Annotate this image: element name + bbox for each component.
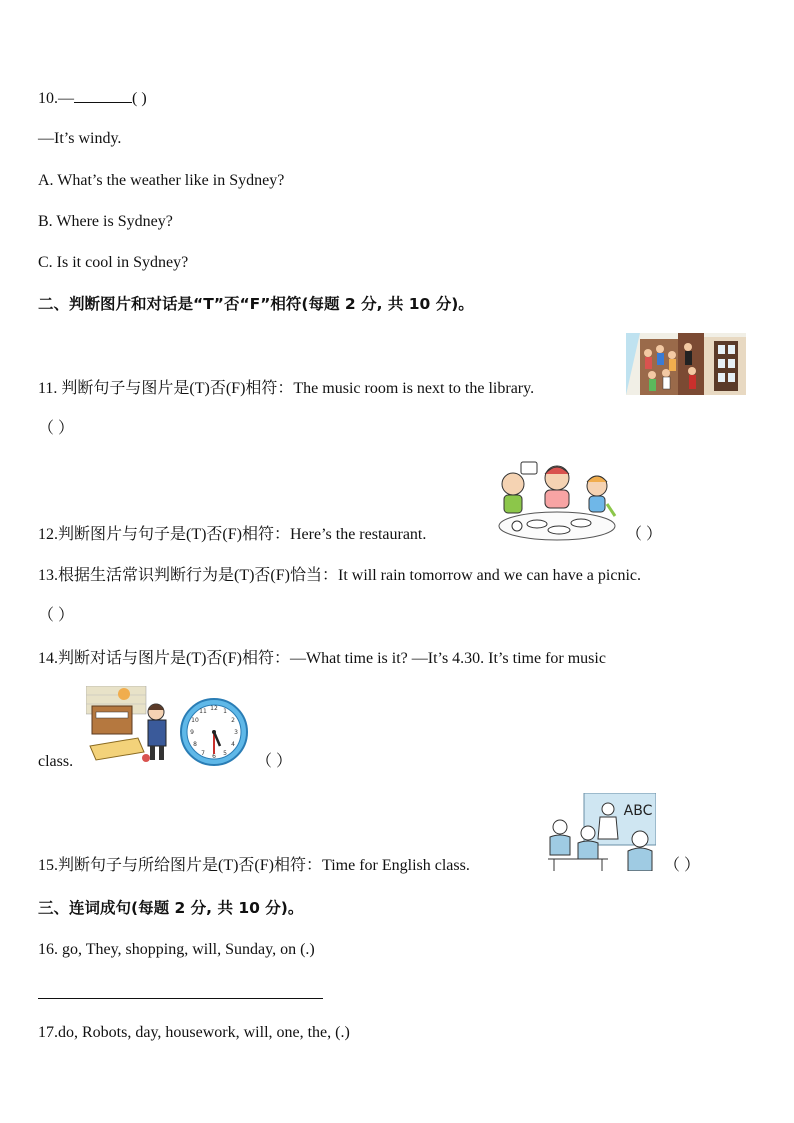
svg-text:6: 6	[212, 753, 216, 760]
q14-music-class-picture	[86, 686, 178, 766]
q15-text: 15.判断句子与所给图片是(T)否(F)相符：Time for English class.	[38, 857, 470, 874]
q17-text: 17.do, Robots, day, housework, will, one, the, (.)	[38, 1024, 350, 1041]
svg-text:7: 7	[201, 750, 205, 757]
q10-option-b: B. Where is Sydney?	[38, 213, 173, 230]
section2-title: 二、判断图片和对话是“T”否“F”相符(每题 2 分, 共 10 分)。	[38, 295, 474, 313]
svg-text:9: 9	[190, 729, 194, 736]
svg-text:1: 1	[223, 708, 227, 715]
q10-stem	[38, 88, 147, 109]
q11-text: 11. 判断句子与图片是(T)否(F)相符：The music room is next to the library.	[38, 380, 535, 397]
q14-text-continued: class.	[38, 753, 74, 770]
q15-english-class-picture	[548, 793, 656, 871]
q10-blank[interactable]	[74, 88, 132, 103]
q13-text: 13.根据生活常识判断行为是(T)否(F)恰当：It will rain tomorrow and we can have a picnic.	[38, 567, 641, 584]
q10-reply: —It’s windy.	[38, 130, 122, 147]
section3-title: 三、连词成句(每题 2 分, 共 10 分)。	[38, 899, 304, 917]
q12-text: 12.判断图片与句子是(T)否(F)相符：Here’s the restaurant.	[38, 526, 427, 543]
q14-text: 14.判断对话与图片是(T)否(F)相符：—What time is it? —It’s 4.30. It’s time for music	[38, 650, 606, 667]
q15-board-text: ABC	[623, 803, 653, 819]
svg-text:3: 3	[234, 729, 238, 736]
q15-answer-paren[interactable]: （ ）	[664, 857, 701, 874]
q11-library-picture	[626, 333, 746, 395]
svg-text:12: 12	[210, 705, 218, 712]
q16-answer-line[interactable]	[38, 998, 323, 999]
q10-option-a: A. What’s the weather like in Sydney?	[38, 172, 285, 189]
q13-answer-paren[interactable]: （ ）	[38, 607, 75, 624]
svg-text:5: 5	[223, 750, 227, 757]
svg-text:2: 2	[231, 717, 235, 724]
q12-restaurant-picture	[497, 460, 617, 541]
svg-text:11: 11	[199, 708, 207, 715]
svg-text:8: 8	[193, 741, 197, 748]
q10-answer-paren[interactable]: ( )	[132, 90, 147, 107]
q11-answer-paren[interactable]: （ ）	[38, 420, 75, 437]
q16-text: 16. go, They, shopping, will, Sunday, on (.)	[38, 941, 315, 958]
q10-option-c: C. Is it cool in Sydney?	[38, 254, 189, 271]
q12-answer-paren[interactable]: （ ）	[626, 526, 663, 543]
q14-answer-paren[interactable]: （ ）	[256, 753, 293, 770]
q14-clock-picture	[178, 696, 250, 768]
q10-number: 10.—	[38, 90, 74, 107]
svg-text:10: 10	[191, 717, 199, 724]
svg-text:4: 4	[231, 741, 235, 748]
